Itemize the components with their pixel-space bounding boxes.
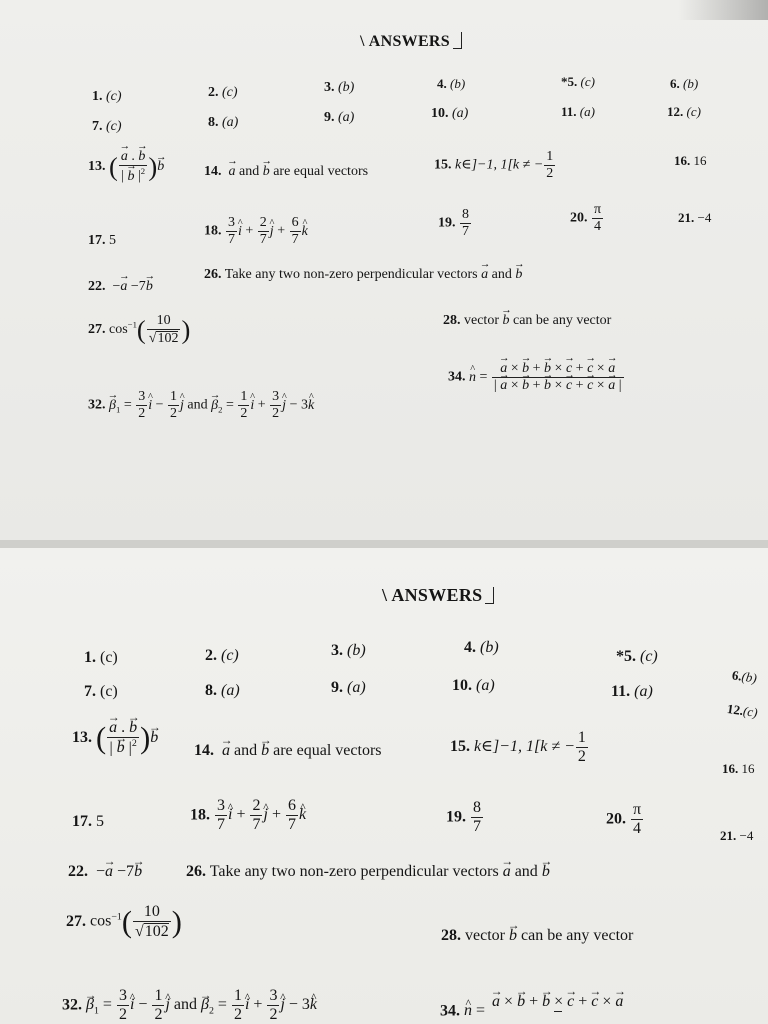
answer-22: 22. −→ a −7→ b	[88, 280, 153, 294]
section-heading: \ ANSWERS	[360, 32, 462, 50]
answer-12: 12. (c)	[667, 104, 701, 119]
answer-11b: 11. (a)	[611, 683, 653, 700]
answer-9: 9. (a)	[324, 110, 355, 125]
answer-15: 15. k∈]−1, 1[k ≠ − $\frac{1}{2}$	[434, 149, 554, 181]
answer-32b: 32. → $\beta_1$ = $\frac{3}{2}$ ^ i − $\frac{1}{2}$ ^ j and → $\beta_2$ = $\frac{1}{2}$ ^ i + $\frac{3}{2}$ ^ j − 3^ k	[62, 988, 317, 1023]
answer-28: 28. vector → b can be any vector	[443, 314, 611, 328]
answer-2b: 2. (c)	[205, 647, 239, 664]
answer-20: 20. $\frac{\pi}{4}$	[570, 202, 602, 234]
answer-18: 18. $\frac{3}{7}$ ^ i + $\frac{2}{7}$ ^ j + $\frac{6}{7}$ ^ k	[204, 216, 308, 247]
answer-19: 19. $\frac{8}{7}$	[438, 207, 469, 239]
answer-5b: *5. (c)	[616, 648, 658, 665]
answer-12b: 12.(c)	[726, 700, 759, 721]
answer-1b: 1. (c)	[84, 649, 118, 666]
answer-19b: 19. $\frac{8}{7}$	[446, 799, 481, 835]
answer-34: 34. ^ n = → $\frac{a \times \to b + \to b \times \to c + \to c \times \to a}{| \to a \times \to b + \to b \times \to c + \to c \times \to a |}$	[448, 362, 625, 393]
answer-22b: 22. −→ a −7→ b	[68, 864, 142, 880]
answer-5: *5. (c)	[561, 74, 595, 89]
page-bottom	[0, 548, 768, 1024]
answer-14b: 14. → a and → b are equal vectors	[194, 743, 382, 759]
answer-6b: 6.(b)	[731, 667, 758, 686]
page-gap	[0, 540, 768, 548]
answer-20b: 20. $\frac{\pi}{4}$	[606, 801, 642, 837]
answer-17b: 17. 5	[72, 813, 104, 830]
answer-2: 2. (c)	[208, 85, 238, 100]
answer-13: 13. ( → $\frac{a . \to b}{| \to b |^2}$ )→ b	[88, 150, 164, 184]
answer-8: 8. (a)	[208, 115, 239, 130]
answer-10: 10. (a)	[431, 106, 469, 121]
answer-10b: 10. (a)	[452, 677, 495, 694]
photo-shadow	[678, 0, 768, 20]
answer-7: 7. (c)	[92, 119, 122, 134]
answer-16b: 16. 16	[722, 761, 755, 776]
answer-6: 6. (b)	[670, 76, 699, 91]
answer-8b: 8. (a)	[205, 682, 240, 699]
heading-text: ANSWERS	[368, 33, 450, 50]
answer-3: 3. (b)	[324, 80, 355, 95]
answer-27b: 27. $\cos^{-1}$( $\frac{10}{√102}$ )	[66, 903, 182, 940]
answer-15b: 15. k∈]−1, 1[k ≠ − $\frac{1}{2}$	[450, 729, 586, 765]
answer-7b: 7. (c)	[84, 683, 118, 700]
answer-4b: 4. (b)	[464, 639, 499, 656]
answer-21b: 21. −4	[720, 828, 754, 843]
answer-3b: 3. (b)	[331, 642, 366, 659]
answer-18b: 18. $\frac{3}{7}$ ^ i + $\frac{2}{7}$ ^ j + $\frac{6}{7}$ ^ k	[190, 798, 306, 833]
answer-1: 1. (c)	[92, 89, 122, 104]
answer-34b: 34. ^ n = → a × → b + → b × → c + → c × → a	[440, 994, 626, 1024]
answer-26: 26. Take any two non-zero perpendicular vectors → a and → b	[204, 268, 522, 282]
answer-9b: 9. (a)	[331, 679, 366, 696]
answer-28b: 28. vector → b can be any vector	[441, 928, 633, 944]
answer-21: 21. −4	[678, 210, 712, 225]
heading-text-2: ANSWERS	[391, 585, 483, 605]
answer-13b: 13. ( → $\frac{a . \to b}{| \to b |^2}$ )→ b	[72, 720, 158, 756]
answer-32: 32. → $\beta_1$ = $\frac{3}{2}$ ^ i − $\frac{1}{2}$ ^ j and → $\beta_2$ = $\frac{1}{2}$ ^ i + $\frac{3}{2}$ ^ j − 3^ k	[88, 390, 314, 421]
answer-11: 11. (a)	[561, 104, 595, 119]
answer-4: 4. (b)	[437, 76, 466, 91]
answer-16: 16. 16	[674, 153, 707, 168]
answer-27: 27. $\cos^{-1}$( $\frac{10}{√102}$ )	[88, 313, 191, 346]
section-heading-2: \ ANSWERS	[382, 586, 494, 604]
answer-26b: 26. Take any two non-zero perpendicular vectors → a and → b	[186, 864, 550, 880]
answer-14: 14. → a and → b are equal vectors	[204, 165, 368, 179]
answer-17: 17. 5	[88, 233, 116, 248]
